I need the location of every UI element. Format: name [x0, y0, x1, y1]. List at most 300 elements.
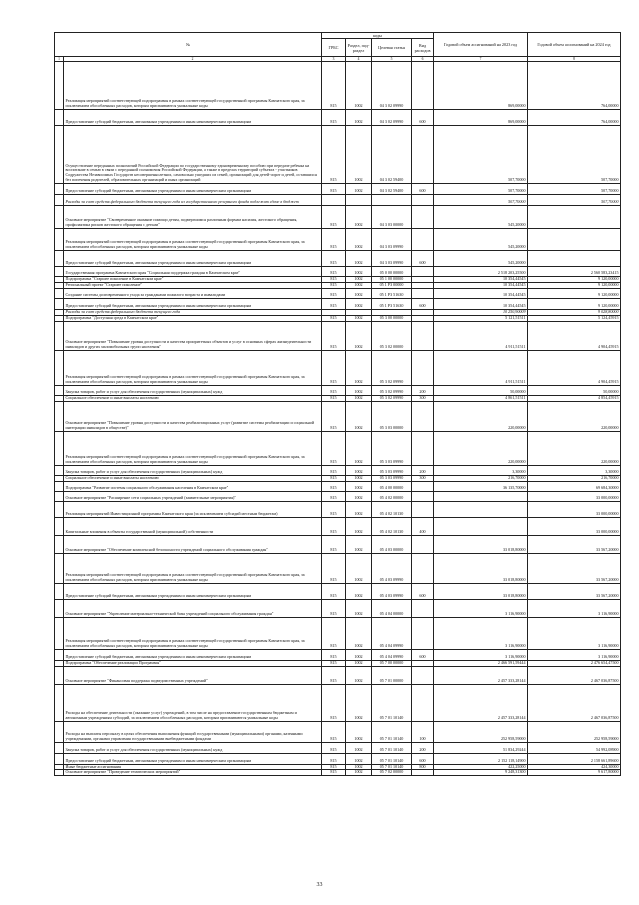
row-name: Реализация мероприятий соответствующей подпрограммы в рамках соответствующей государственной программы Камчатского края, за исключением обособленных расходов, которым присваиваются уникальные коды — [64, 62, 322, 110]
row-section-code: 1002 — [346, 184, 372, 195]
row-name: Расходы на выплаты персоналу в целях обеспечения выполнения функций государственными (муниципальными) органами, казенными учреждениями, органами управления государственными внебюджетными фондами — [64, 721, 322, 742]
row-name: Осуществление переданных полномочий Российской Федерации по государственному единовременному пособию при передаче ребенка на воспитание в семью в связи с переданной полномочия Российской Федерации, а также в пределах территорий субъекта - участников Содружества Независимых Государств несовершеннолетних, самовольно ушедших из семей, организаций для детей-сирот и детей, оставшихся без попечения родителей, образовательных организаций и иных организаций — [64, 126, 322, 184]
row-grbs-code: 815 — [322, 385, 346, 395]
column-number: 4 — [346, 57, 372, 62]
row-number-cell — [55, 206, 64, 229]
table-row — [55, 110, 621, 126]
row-grbs-code: 815 — [322, 62, 346, 110]
row-amount-2024: 764,00000 — [528, 62, 621, 110]
row-amount-2024 — [528, 251, 621, 267]
row-expense-type: 600 — [412, 753, 434, 764]
row-name: Основное мероприятие "Финансовая поддержка подведомственных учреждений" — [64, 666, 322, 684]
row-amount-2023 — [434, 501, 528, 517]
row-name: Основное мероприятие "Укрепление материально-технической базы учреждений социального обслуживания граждан" — [64, 599, 322, 617]
row-target-article: 05 7 00 00000 — [372, 660, 412, 666]
row-expense-type — [412, 206, 434, 229]
row-expense-type: 600 — [412, 649, 434, 660]
row-section-code: 1002 — [346, 465, 372, 475]
row-number-cell — [55, 465, 64, 475]
row-target-article: 05 4 04 09990 — [372, 617, 412, 649]
row-target-article: 05 7 01 10140 — [372, 721, 412, 742]
row-section-code: 1002 — [346, 501, 372, 517]
row-number-cell — [55, 666, 64, 684]
table-row — [55, 553, 621, 583]
row-target-article: 05 1 P3 00000 — [372, 283, 412, 289]
row-target-article: 05 4 03 09990 — [372, 583, 412, 599]
row-grbs-code: 815 — [322, 753, 346, 764]
row-section-code: 1002 — [346, 721, 372, 742]
row-amount-2023: 10 250,90009 — [434, 310, 528, 316]
table-row — [55, 684, 621, 721]
row-target-article: 05 7 01 10140 — [372, 684, 412, 721]
row-expense-type — [412, 289, 434, 299]
row-amount-2024: 9 120,00000 — [528, 283, 621, 289]
table-row — [55, 126, 621, 184]
row-expense-type: 600 — [412, 583, 434, 599]
row-section-code: 1002 — [346, 315, 372, 321]
row-grbs-code: 815 — [322, 206, 346, 229]
row-number-cell — [55, 742, 64, 753]
row-name: Предоставление субсидий бюджетным, автономным учреждениям и иным некоммерческим организациям — [64, 110, 322, 126]
row-target-article: 05 4 03 09990 — [372, 553, 412, 583]
row-amount-2024: 4 904,45915 — [528, 321, 621, 350]
table-row — [55, 517, 621, 535]
row-expense-type — [412, 431, 434, 465]
row-name: Реализация мероприятий соответствующей подпрограммы в рамках соответствующей государственной программы Камчатского края, за исключением обособленных расходов, которым присваиваются уникальные коды — [64, 229, 322, 251]
row-amount-2024: 2 467 036,87500 — [528, 666, 621, 684]
table-row — [55, 721, 621, 742]
row-expense-type: 200 — [412, 385, 434, 395]
row-section-code: 1002 — [346, 289, 372, 299]
row-amount-2024: 9 120,00000 — [528, 289, 621, 299]
table-row — [55, 62, 621, 110]
row-section-code: 1002 — [346, 251, 372, 267]
table-row — [55, 401, 621, 431]
row-expense-type — [412, 126, 434, 184]
row-target-article: 04 3 02 09990 — [372, 62, 412, 110]
row-amount-2024: 3 116,90000 — [528, 649, 621, 660]
row-target-article: 05 4 02 10130 — [372, 517, 412, 535]
row-grbs-code: 815 — [322, 583, 346, 599]
row-target-article: 05 3 02 09990 — [372, 395, 412, 401]
row-expense-type — [412, 491, 434, 501]
row-grbs-code: 815 — [322, 465, 346, 475]
table-row — [55, 321, 621, 350]
row-expense-type — [412, 229, 434, 251]
row-number-cell — [55, 401, 64, 431]
row-amount-2024: 33 000,00000 — [528, 501, 621, 517]
row-name: Региональный проект "Старшее поколение" — [64, 283, 322, 289]
table-row — [55, 617, 621, 649]
row-amount-2023: 10 354,44545 — [434, 299, 528, 310]
row-section-code: 1002 — [346, 475, 372, 481]
row-expense-type — [412, 684, 434, 721]
row-target-article: 05 7 01 10140 — [372, 742, 412, 753]
header-target-article: Целевая статья — [372, 39, 412, 57]
row-amount-2024: 33 567,20000 — [528, 553, 621, 583]
column-number: 5 — [372, 57, 412, 62]
table-row — [55, 742, 621, 753]
table-row — [55, 770, 621, 776]
row-number-cell — [55, 321, 64, 350]
row-amount-2023: 507,70000 — [434, 126, 528, 184]
row-number-cell — [55, 62, 64, 110]
row-grbs-code: 815 — [322, 599, 346, 617]
row-target-article: 05 1 00 00000 — [372, 277, 412, 283]
row-amount-2023: 4 911,51511 — [434, 321, 528, 350]
row-grbs-code: 815 — [322, 395, 346, 401]
row-amount-2023: 33 018,80000 — [434, 583, 528, 599]
row-section-code: 1002 — [346, 599, 372, 617]
row-grbs-code: 815 — [322, 289, 346, 299]
row-name: Основное мероприятие "Повышение уровня доступности и качества реабилитационных услуг (развитие системы реабилитации и социальной интеграции инвалидов в обществе)" — [64, 401, 322, 431]
row-section-code: 1002 — [346, 742, 372, 753]
row-expense-type: 300 — [412, 395, 434, 401]
row-name: Расходы за счет средств федерального бюджета текущего года — [64, 310, 322, 316]
table-row — [55, 385, 621, 395]
row-name: Создание системы долговременного ухода за гражданами пожилого возраста и инвалидами — [64, 289, 322, 299]
row-number-cell — [55, 517, 64, 535]
row-amount-2024: 507,70000 — [528, 126, 621, 184]
row-target-article: 05 0 00 00000 — [372, 267, 412, 277]
row-name: Социальное обеспечение и иные выплаты населению — [64, 475, 322, 481]
table-row — [55, 195, 621, 206]
row-name: Реализация мероприятий соответствующей подпрограммы в рамках соответствующей государственной программы Камчатского края, за исключением обособленных расходов, которым присваиваются уникальные коды — [64, 431, 322, 465]
row-amount-2023: 3 116,90000 — [434, 617, 528, 649]
row-amount-2024: 9 617,80000 — [528, 770, 621, 776]
row-section-code: 1002 — [346, 299, 372, 310]
row-grbs-code: 815 — [322, 229, 346, 251]
row-grbs-code: 815 — [322, 184, 346, 195]
row-amount-2024: 33 567,20000 — [528, 583, 621, 599]
column-number: 1 — [55, 57, 64, 62]
row-amount-2023: 507,70000 — [434, 195, 528, 206]
row-expense-type — [412, 481, 434, 491]
row-grbs-code: 815 — [322, 649, 346, 660]
row-section-code: 1002 — [346, 229, 372, 251]
row-expense-type — [412, 267, 434, 277]
row-number-cell — [55, 684, 64, 721]
row-section-code: 1002 — [346, 649, 372, 660]
row-number-cell — [55, 501, 64, 517]
row-section-code: 1002 — [346, 110, 372, 126]
row-grbs-code: 815 — [322, 321, 346, 350]
row-expense-type — [412, 666, 434, 684]
row-section-code: 1002 — [346, 491, 372, 501]
row-section-code: 1002 — [346, 277, 372, 283]
row-amount-2023: 2 457 333,28144 — [434, 666, 528, 684]
row-section-code: 1002 — [346, 684, 372, 721]
row-number-cell — [55, 229, 64, 251]
row-target-article: 05 4 00 00000 — [372, 481, 412, 491]
row-amount-2024: 9 120,00000 — [528, 277, 621, 283]
row-section-code — [346, 195, 372, 206]
row-amount-2023: 216,70000 — [434, 475, 528, 481]
row-grbs-code: 815 — [322, 277, 346, 283]
row-section-code: 1002 — [346, 617, 372, 649]
table-row — [55, 206, 621, 229]
row-amount-2024: 54 992,08900 — [528, 742, 621, 753]
table-row — [55, 649, 621, 660]
row-section-code: 1002 — [346, 517, 372, 535]
row-amount-2024: 424,30000 — [528, 764, 621, 770]
row-name: Подпрограмма "Доступная среда в Камчатском крае" — [64, 315, 322, 321]
table-row — [55, 299, 621, 310]
row-amount-2024: 2 476 654,47500 — [528, 660, 621, 666]
row-target-article: 05 3 03 09990 — [372, 465, 412, 475]
row-expense-type: 600 — [412, 184, 434, 195]
row-expense-type — [412, 617, 434, 649]
header-expense-type: Вид расходов — [412, 39, 434, 57]
row-target-article: 05 3 00 00000 — [372, 315, 412, 321]
row-amount-2023: 220,00000 — [434, 431, 528, 465]
row-grbs-code: 815 — [322, 517, 346, 535]
row-number-cell — [55, 649, 64, 660]
row-grbs-code: 815 — [322, 501, 346, 517]
row-expense-type — [412, 770, 434, 776]
row-name: Расходы за счет средств федерального бюджета текущего года из государственного резервного фонда подлежат сдаче в бюджет — [64, 195, 322, 206]
row-target-article: 04 3 03 09990 — [372, 229, 412, 251]
row-section-code: 1002 — [346, 553, 372, 583]
row-name: Основное мероприятие "Своевременное оказание помощи детям, подвергшимся различным формам насилия, жестокого обращения, профилактика рисков жестокого обращения с детьми" — [64, 206, 322, 229]
row-name: Подпрограмма "Обеспечение реализации Программы" — [64, 660, 322, 666]
row-expense-type: 800 — [412, 764, 434, 770]
row-amount-2024 — [528, 206, 621, 229]
row-grbs-code: 815 — [322, 660, 346, 666]
row-grbs-code: 815 — [322, 315, 346, 321]
row-amount-2024: 33 000,00000 — [528, 491, 621, 501]
row-grbs-code: 815 — [322, 110, 346, 126]
row-grbs-code: 815 — [322, 684, 346, 721]
row-number-cell — [55, 721, 64, 742]
row-expense-type: 600 — [412, 110, 434, 126]
row-grbs-code: 815 — [322, 666, 346, 684]
row-amount-2023: 220,00000 — [434, 401, 528, 431]
row-target-article: 04 3 03 00000 — [372, 206, 412, 229]
row-number-cell — [55, 184, 64, 195]
row-grbs-code — [322, 195, 346, 206]
header-grbs: ГРБС — [322, 39, 346, 57]
row-target-article — [372, 195, 412, 206]
table-row — [55, 350, 621, 385]
row-amount-2023: 10 354,44545 — [434, 283, 528, 289]
row-name: Предоставление субсидий бюджетным, автономным учреждениям и иным некоммерческим организациям — [64, 251, 322, 267]
row-name: Основное мероприятие "Расширение сети социальных учреждений (заявительные мероприятия)" — [64, 491, 322, 501]
row-expense-type: 200 — [412, 465, 434, 475]
row-expense-type — [412, 401, 434, 431]
table-row — [55, 535, 621, 553]
row-name: Государственная программа Камчатского края "Социальная поддержка граждан в Камчатском крае" — [64, 267, 322, 277]
row-amount-2023: 10 354,44545 — [434, 277, 528, 283]
table-row — [55, 289, 621, 299]
row-section-code: 1002 — [346, 395, 372, 401]
row-amount-2023: 507,70000 — [434, 184, 528, 195]
row-expense-type — [412, 321, 434, 350]
row-amount-2023: 33 018,80000 — [434, 535, 528, 553]
table-row — [55, 599, 621, 617]
row-name: Подпрограмма "Старшее поколение в Камчатском крае" — [64, 277, 322, 283]
page-number: 33 — [316, 882, 323, 888]
row-grbs-code: 815 — [322, 742, 346, 753]
row-amount-2023: 869,00000 — [434, 110, 528, 126]
row-number-cell — [55, 267, 64, 277]
table-row — [55, 481, 621, 491]
row-target-article: 05 7 01 10140 — [372, 764, 412, 770]
row-target-article: 05 3 03 09990 — [372, 475, 412, 481]
row-grbs-code: 815 — [322, 721, 346, 742]
row-target-article: 05 3 03 09990 — [372, 431, 412, 465]
row-amount-2023: 2 152 118,14900 — [434, 753, 528, 764]
row-target-article: 04 3 03 09990 — [372, 251, 412, 267]
row-amount-2023: 422,25000 — [434, 764, 528, 770]
row-name: Социальное обеспечение и иные выплаты населению — [64, 395, 322, 401]
table-row — [55, 251, 621, 267]
row-amount-2023: 3,30000 — [434, 465, 528, 475]
row-target-article: 05 4 04 09990 — [372, 649, 412, 660]
row-target-article: 05 7 01 10140 — [372, 753, 412, 764]
row-target-article: 05 3 02 09990 — [372, 350, 412, 385]
row-expense-type: 600 — [412, 299, 434, 310]
row-expense-type — [412, 553, 434, 583]
row-section-code: 1002 — [346, 267, 372, 277]
row-name: Реализация мероприятий соответствующей подпрограммы в рамках соответствующей государственной программы Камчатского края, за исключением обособленных расходов, которым присваиваются уникальные коды — [64, 617, 322, 649]
row-amount-2023: 2 466 591,59444 — [434, 660, 528, 666]
row-name: Закупка товаров, работ и услуг для обеспечения государственных (муниципальных) нужд — [64, 465, 322, 475]
row-name: Закупка товаров, работ и услуг для обеспечения государственных (муниципальных) нужд — [64, 742, 322, 753]
row-amount-2024: 4 904,45915 — [528, 350, 621, 385]
row-number-cell — [55, 535, 64, 553]
row-target-article: 05 4 02 00000 — [372, 491, 412, 501]
row-amount-2024: 5 124,45915 — [528, 315, 621, 321]
header-volume-2023: Годовой объем ассигнований на 2023 год — [434, 33, 528, 57]
row-amount-2024: 764,00000 — [528, 110, 621, 126]
row-amount-2023: 50,00000 — [434, 385, 528, 395]
row-grbs-code: 815 — [322, 491, 346, 501]
row-number-cell — [55, 770, 64, 776]
row-target-article: 05 4 03 00000 — [372, 535, 412, 553]
row-amount-2023: 5 121,51511 — [434, 315, 528, 321]
row-target-article: 04 3 02 59400 — [372, 184, 412, 195]
row-number-cell — [55, 617, 64, 649]
row-target-article: 05 3 03 00000 — [372, 401, 412, 431]
row-name: Подпрограмма "Развитие системы социального обслуживания населения в Камчатском крае" — [64, 481, 322, 491]
row-grbs-code: 815 — [322, 475, 346, 481]
table-row — [55, 583, 621, 599]
row-expense-type: 600 — [412, 251, 434, 267]
header-codes: коды — [322, 33, 434, 39]
row-name: Закупка товаров, работ и услуг для обеспечения государственных (муниципальных) нужд — [64, 385, 322, 395]
row-expense-type: 100 — [412, 721, 434, 742]
row-amount-2024: 33 000,00000 — [528, 517, 621, 535]
row-name: Расходы на обеспечение деятельности (оказание услуг) учреждений, в том числе на предоставление государственным бюджетным и автономным учреждениям субсидий, за исключением обособленных расходов, которым присваиваются уникальные коды — [64, 684, 322, 721]
row-number-cell — [55, 299, 64, 310]
column-number: 8 — [528, 57, 621, 62]
row-grbs-code: 815 — [322, 299, 346, 310]
row-amount-2023: 545,20000 — [434, 229, 528, 251]
row-amount-2024: 507,70000 — [528, 195, 621, 206]
row-section-code: 1002 — [346, 206, 372, 229]
row-amount-2024: 220,00000 — [528, 401, 621, 431]
row-number-cell — [55, 350, 64, 385]
row-amount-2023: 545,20000 — [434, 206, 528, 229]
table-row — [55, 501, 621, 517]
row-name: Основное мероприятие "Обеспечение комплексной безопасности учреждений социального обслуживания граждан" — [64, 535, 322, 553]
row-section-code: 1002 — [346, 126, 372, 184]
row-expense-type — [412, 62, 434, 110]
row-amount-2024: 2 560 583,23415 — [528, 267, 621, 277]
row-number-cell — [55, 583, 64, 599]
row-amount-2024: 216,70000 — [528, 475, 621, 481]
row-amount-2023: 36 135,70000 — [434, 481, 528, 491]
row-section-code: 1002 — [346, 764, 372, 770]
row-name: Реализация мероприятий Инвестиционной программы Камчатского края (за исключением субсидий местным бюджетам) — [64, 501, 322, 517]
row-grbs-code: 815 — [322, 251, 346, 267]
row-grbs-code: 815 — [322, 431, 346, 465]
table-body — [55, 57, 621, 776]
table-row — [55, 229, 621, 251]
row-number-cell — [55, 753, 64, 764]
row-number-cell — [55, 431, 64, 465]
row-expense-type — [412, 350, 434, 385]
row-amount-2024: 2 158 661,89600 — [528, 753, 621, 764]
row-expense-type — [412, 535, 434, 553]
row-amount-2024: 33 567,20000 — [528, 535, 621, 553]
row-amount-2024: 9 120,00000 — [528, 299, 621, 310]
row-amount-2023: 2 518 203,25500 — [434, 267, 528, 277]
row-number-cell — [55, 126, 64, 184]
row-target-article: 05 3 02 00000 — [372, 321, 412, 350]
row-amount-2023: 9 248,31300 — [434, 770, 528, 776]
budget-allocation-table — [54, 32, 621, 776]
row-amount-2023: 3 116,90000 — [434, 599, 528, 617]
table-row — [55, 465, 621, 475]
row-amount-2024: 2 467 036,87500 — [528, 684, 621, 721]
row-grbs-code: 815 — [322, 535, 346, 553]
row-section-code: 1002 — [346, 283, 372, 289]
row-section-code: 1002 — [346, 583, 372, 599]
row-number-cell — [55, 251, 64, 267]
row-grbs-code: 815 — [322, 267, 346, 277]
row-amount-2023: 4 861,51511 — [434, 395, 528, 401]
table-header — [55, 33, 621, 57]
row-amount-2024 — [528, 229, 621, 251]
row-amount-2023 — [434, 517, 528, 535]
row-amount-2024: 69 684,30000 — [528, 481, 621, 491]
row-section-code: 1002 — [346, 535, 372, 553]
row-target-article: 04 3 02 59400 — [372, 126, 412, 184]
row-expense-type: 400 — [412, 517, 434, 535]
row-number-cell — [55, 110, 64, 126]
table-row — [55, 753, 621, 764]
row-grbs-code: 815 — [322, 350, 346, 385]
row-amount-2023: 4 911,51511 — [434, 350, 528, 385]
row-name: Основное мероприятие "Проведение тематических мероприятий" — [64, 770, 322, 776]
row-expense-type: 200 — [412, 742, 434, 753]
row-name: Предоставление субсидий бюджетным, автономным учреждениям и иным некоммерческим организациям — [64, 299, 322, 310]
column-number: 3 — [322, 57, 346, 62]
row-expense-type — [412, 195, 434, 206]
row-section-code: 1002 — [346, 660, 372, 666]
row-expense-type: 300 — [412, 475, 434, 481]
row-section-code: 1002 — [346, 770, 372, 776]
row-section-code: 1002 — [346, 321, 372, 350]
row-amount-2024: 4 854,45915 — [528, 395, 621, 401]
row-number-cell — [55, 289, 64, 299]
table-row — [55, 184, 621, 195]
row-amount-2024: 3 116,90000 — [528, 617, 621, 649]
row-number-cell — [55, 599, 64, 617]
row-section-code: 1002 — [346, 753, 372, 764]
